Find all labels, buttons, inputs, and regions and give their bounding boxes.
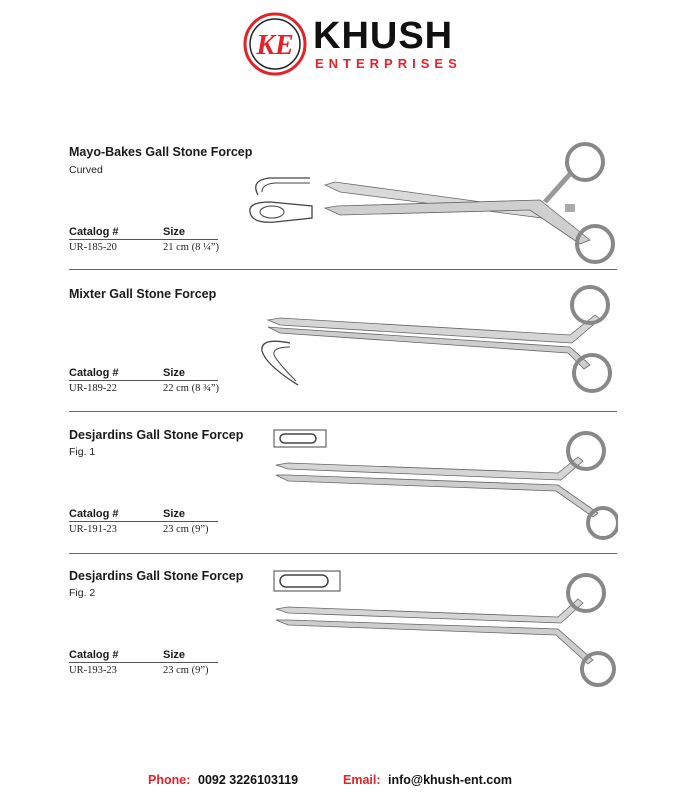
size-value: 21 cm (8 ¼”) (163, 242, 219, 253)
catalog-header: Catalog # (69, 508, 119, 520)
catalog-header: Catalog # (69, 649, 119, 661)
email-label: Email: (343, 773, 381, 787)
product-title: Desjardins Gall Stone Forcep (69, 569, 244, 583)
section-divider (69, 553, 617, 554)
size-value: 23 cm (9”) (163, 665, 209, 676)
product-subtitle: Curved (69, 164, 103, 176)
phone-number: 0092 3226103119 (198, 773, 299, 787)
catalog-header: Catalog # (69, 367, 119, 379)
catalog-header: Catalog # (69, 226, 119, 238)
phone-label: Phone: (148, 773, 191, 787)
brand-tagline: ENTERPRISES (315, 56, 462, 71)
product-subtitle: Fig. 2 (69, 587, 96, 599)
forcep-illustration (250, 285, 620, 400)
forcep-illustration (240, 140, 620, 265)
forcep-illustration (268, 425, 618, 550)
brand-name: KHUSH (313, 15, 454, 57)
product-title: Mayo-Bakes Gall Stone Forcep (69, 145, 253, 159)
table-rule (69, 239, 218, 240)
size-header: Size (163, 367, 186, 379)
section-divider (69, 411, 617, 412)
product-title: Mixter Gall Stone Forcep (69, 287, 217, 301)
ke-logo-icon (243, 12, 307, 76)
svg-text:KE: KE (256, 30, 294, 61)
size-header: Size (163, 649, 186, 661)
table-rule (69, 521, 218, 522)
size-value: 22 cm (8 ¾”) (163, 383, 219, 394)
size-header: Size (163, 226, 186, 238)
product-title: Desjardins Gall Stone Forcep (69, 428, 244, 442)
catalog-value: UR-189-22 (69, 383, 117, 394)
catalog-value: UR-193-23 (69, 665, 117, 676)
forcep-illustration (268, 565, 618, 695)
section-divider (69, 269, 617, 270)
size-header: Size (163, 508, 186, 520)
table-rule (69, 380, 218, 381)
email-address: info@khush-ent.com (388, 773, 512, 787)
brand-logo (243, 12, 463, 76)
product-subtitle: Fig. 1 (69, 446, 96, 458)
catalog-value: UR-191-23 (69, 524, 117, 535)
table-rule (69, 662, 218, 663)
catalog-value: UR-185-20 (69, 242, 117, 253)
size-value: 23 cm (9”) (163, 524, 209, 535)
